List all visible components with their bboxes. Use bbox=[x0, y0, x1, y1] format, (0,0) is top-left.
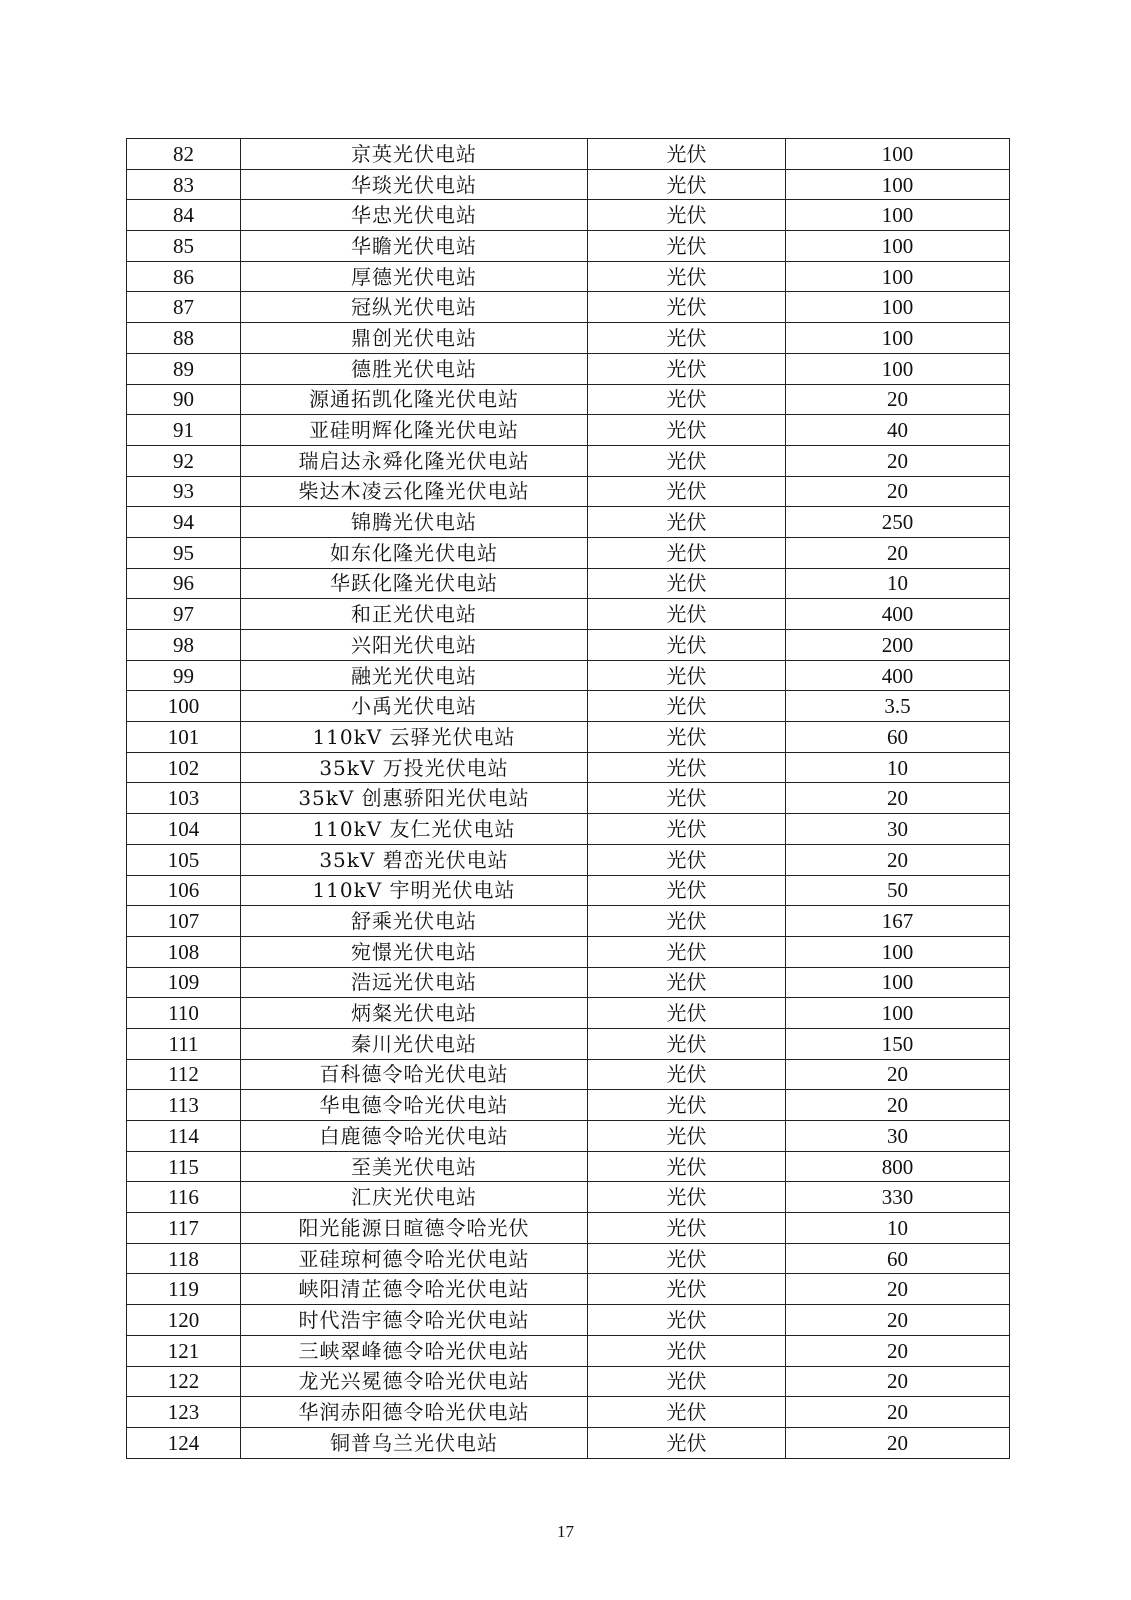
station-type-cell: 光伏 bbox=[588, 139, 786, 170]
capacity-cell: 100 bbox=[786, 261, 1010, 292]
station-name-cell: 亚硅琼柯德令哈光伏电站 bbox=[241, 1243, 588, 1274]
station-type-cell: 光伏 bbox=[588, 1182, 786, 1213]
row-index-cell: 87 bbox=[127, 292, 241, 323]
station-name-cell: 瑞启达永舜化隆光伏电站 bbox=[241, 445, 588, 476]
row-index-cell: 115 bbox=[127, 1151, 241, 1182]
station-name-cell: 宛憬光伏电站 bbox=[241, 936, 588, 967]
capacity-cell: 60 bbox=[786, 1243, 1010, 1274]
capacity-cell: 20 bbox=[786, 1397, 1010, 1428]
station-name-cell: 龙光兴冕德令哈光伏电站 bbox=[241, 1366, 588, 1397]
station-name-cell: 时代浩宇德令哈光伏电站 bbox=[241, 1305, 588, 1336]
station-name-cell: 厚德光伏电站 bbox=[241, 261, 588, 292]
station-type-cell: 光伏 bbox=[588, 415, 786, 446]
capacity-cell: 50 bbox=[786, 875, 1010, 906]
row-index-cell: 124 bbox=[127, 1427, 241, 1458]
row-index-cell: 83 bbox=[127, 169, 241, 200]
row-index-cell: 93 bbox=[127, 476, 241, 507]
station-type-cell: 光伏 bbox=[588, 1243, 786, 1274]
row-index-cell: 89 bbox=[127, 353, 241, 384]
station-name-cell: 鼎创光伏电站 bbox=[241, 323, 588, 354]
station-type-cell: 光伏 bbox=[588, 568, 786, 599]
table-row bbox=[127, 139, 1010, 170]
station-table bbox=[126, 138, 1010, 1459]
table-row bbox=[127, 752, 1010, 783]
station-type-cell: 光伏 bbox=[588, 1274, 786, 1305]
row-index-cell: 118 bbox=[127, 1243, 241, 1274]
station-name-cell: 冠纵光伏电站 bbox=[241, 292, 588, 323]
capacity-cell: 100 bbox=[786, 169, 1010, 200]
station-type-cell: 光伏 bbox=[588, 323, 786, 354]
table-row bbox=[127, 169, 1010, 200]
table-row bbox=[127, 1366, 1010, 1397]
capacity-cell: 20 bbox=[786, 445, 1010, 476]
row-index-cell: 91 bbox=[127, 415, 241, 446]
table-body bbox=[127, 139, 1010, 1459]
station-type-cell: 光伏 bbox=[588, 967, 786, 998]
row-index-cell: 108 bbox=[127, 936, 241, 967]
table-row bbox=[127, 660, 1010, 691]
table-row bbox=[127, 1213, 1010, 1244]
capacity-cell: 400 bbox=[786, 660, 1010, 691]
station-type-cell: 光伏 bbox=[588, 660, 786, 691]
capacity-cell: 100 bbox=[786, 323, 1010, 354]
row-index-cell: 92 bbox=[127, 445, 241, 476]
table-row bbox=[127, 936, 1010, 967]
capacity-cell: 400 bbox=[786, 599, 1010, 630]
station-type-cell: 光伏 bbox=[588, 231, 786, 262]
station-type-cell: 光伏 bbox=[588, 1151, 786, 1182]
table-row bbox=[127, 261, 1010, 292]
capacity-cell: 3.5 bbox=[786, 691, 1010, 722]
capacity-cell: 100 bbox=[786, 292, 1010, 323]
row-index-cell: 84 bbox=[127, 200, 241, 231]
table-row bbox=[127, 476, 1010, 507]
station-name-cell: 白鹿德令哈光伏电站 bbox=[241, 1121, 588, 1152]
station-type-cell: 光伏 bbox=[588, 998, 786, 1029]
station-name-cell: 兴阳光伏电站 bbox=[241, 630, 588, 661]
station-name-cell: 亚硅明辉化隆光伏电站 bbox=[241, 415, 588, 446]
station-name-cell: 华瞻光伏电站 bbox=[241, 231, 588, 262]
page-number: 17 bbox=[557, 1522, 574, 1541]
row-index-cell: 103 bbox=[127, 783, 241, 814]
capacity-cell: 100 bbox=[786, 967, 1010, 998]
row-index-cell: 98 bbox=[127, 630, 241, 661]
row-index-cell: 111 bbox=[127, 1028, 241, 1059]
station-name-cell: 110kV 宇明光伏电站 bbox=[241, 875, 588, 906]
row-index-cell: 106 bbox=[127, 875, 241, 906]
table-row bbox=[127, 1090, 1010, 1121]
row-index-cell: 82 bbox=[127, 139, 241, 170]
row-index-cell: 117 bbox=[127, 1213, 241, 1244]
station-type-cell: 光伏 bbox=[588, 537, 786, 568]
station-name-cell: 源通拓凯化隆光伏电站 bbox=[241, 384, 588, 415]
station-name-cell: 铜普乌兰光伏电站 bbox=[241, 1427, 588, 1458]
row-index-cell: 95 bbox=[127, 537, 241, 568]
capacity-cell: 150 bbox=[786, 1028, 1010, 1059]
station-type-cell: 光伏 bbox=[588, 353, 786, 384]
station-type-cell: 光伏 bbox=[588, 783, 786, 814]
table-row bbox=[127, 415, 1010, 446]
capacity-cell: 100 bbox=[786, 353, 1010, 384]
station-type-cell: 光伏 bbox=[588, 875, 786, 906]
capacity-cell: 20 bbox=[786, 1059, 1010, 1090]
row-index-cell: 113 bbox=[127, 1090, 241, 1121]
station-type-cell: 光伏 bbox=[588, 630, 786, 661]
row-index-cell: 102 bbox=[127, 752, 241, 783]
row-index-cell: 112 bbox=[127, 1059, 241, 1090]
station-type-cell: 光伏 bbox=[588, 476, 786, 507]
station-type-cell: 光伏 bbox=[588, 1427, 786, 1458]
table-row bbox=[127, 323, 1010, 354]
table-row bbox=[127, 1182, 1010, 1213]
station-type-cell: 光伏 bbox=[588, 292, 786, 323]
station-type-cell: 光伏 bbox=[588, 599, 786, 630]
station-type-cell: 光伏 bbox=[588, 722, 786, 753]
table-row bbox=[127, 507, 1010, 538]
table-row bbox=[127, 1305, 1010, 1336]
table-row bbox=[127, 814, 1010, 845]
capacity-cell: 200 bbox=[786, 630, 1010, 661]
station-name-cell: 华电德令哈光伏电站 bbox=[241, 1090, 588, 1121]
row-index-cell: 96 bbox=[127, 568, 241, 599]
capacity-cell: 10 bbox=[786, 1213, 1010, 1244]
station-name-cell: 锦腾光伏电站 bbox=[241, 507, 588, 538]
row-index-cell: 104 bbox=[127, 814, 241, 845]
capacity-cell: 100 bbox=[786, 936, 1010, 967]
table-row bbox=[127, 1028, 1010, 1059]
table-row bbox=[127, 783, 1010, 814]
station-name-cell: 110kV 云驿光伏电站 bbox=[241, 722, 588, 753]
capacity-cell: 20 bbox=[786, 1366, 1010, 1397]
table-row bbox=[127, 1397, 1010, 1428]
table-row bbox=[127, 844, 1010, 875]
station-name-cell: 三峡翠峰德令哈光伏电站 bbox=[241, 1335, 588, 1366]
table-row bbox=[127, 599, 1010, 630]
table-row bbox=[127, 200, 1010, 231]
capacity-cell: 20 bbox=[786, 384, 1010, 415]
station-type-cell: 光伏 bbox=[588, 1366, 786, 1397]
station-name-cell: 35kV 碧峦光伏电站 bbox=[241, 844, 588, 875]
table-row bbox=[127, 1151, 1010, 1182]
station-name-cell: 秦川光伏电站 bbox=[241, 1028, 588, 1059]
capacity-cell: 100 bbox=[786, 139, 1010, 170]
station-name-cell: 华忠光伏电站 bbox=[241, 200, 588, 231]
table-row bbox=[127, 1335, 1010, 1366]
capacity-cell: 20 bbox=[786, 1305, 1010, 1336]
capacity-cell: 60 bbox=[786, 722, 1010, 753]
table-row bbox=[127, 1243, 1010, 1274]
table-row bbox=[127, 384, 1010, 415]
table-row bbox=[127, 630, 1010, 661]
table-row bbox=[127, 998, 1010, 1029]
station-name-cell: 如东化隆光伏电站 bbox=[241, 537, 588, 568]
station-type-cell: 光伏 bbox=[588, 1121, 786, 1152]
capacity-cell: 100 bbox=[786, 231, 1010, 262]
capacity-cell: 250 bbox=[786, 507, 1010, 538]
station-type-cell: 光伏 bbox=[588, 752, 786, 783]
station-type-cell: 光伏 bbox=[588, 936, 786, 967]
capacity-cell: 30 bbox=[786, 814, 1010, 845]
table-row bbox=[127, 1427, 1010, 1458]
station-name-cell: 炳粲光伏电站 bbox=[241, 998, 588, 1029]
station-name-cell: 35kV 万投光伏电站 bbox=[241, 752, 588, 783]
station-name-cell: 35kV 创惠骄阳光伏电站 bbox=[241, 783, 588, 814]
capacity-cell: 10 bbox=[786, 752, 1010, 783]
table-row bbox=[127, 906, 1010, 937]
table-row bbox=[127, 875, 1010, 906]
row-index-cell: 109 bbox=[127, 967, 241, 998]
row-index-cell: 122 bbox=[127, 1366, 241, 1397]
station-type-cell: 光伏 bbox=[588, 691, 786, 722]
row-index-cell: 119 bbox=[127, 1274, 241, 1305]
capacity-cell: 100 bbox=[786, 998, 1010, 1029]
capacity-cell: 20 bbox=[786, 537, 1010, 568]
station-type-cell: 光伏 bbox=[588, 814, 786, 845]
row-index-cell: 120 bbox=[127, 1305, 241, 1336]
capacity-cell: 40 bbox=[786, 415, 1010, 446]
capacity-cell: 20 bbox=[786, 1335, 1010, 1366]
station-name-cell: 德胜光伏电站 bbox=[241, 353, 588, 384]
capacity-cell: 20 bbox=[786, 783, 1010, 814]
row-index-cell: 99 bbox=[127, 660, 241, 691]
station-name-cell: 华润赤阳德令哈光伏电站 bbox=[241, 1397, 588, 1428]
station-type-cell: 光伏 bbox=[588, 1090, 786, 1121]
station-name-cell: 汇庆光伏电站 bbox=[241, 1182, 588, 1213]
capacity-cell: 20 bbox=[786, 844, 1010, 875]
station-name-cell: 百科德令哈光伏电站 bbox=[241, 1059, 588, 1090]
row-index-cell: 121 bbox=[127, 1335, 241, 1366]
station-name-cell: 华琰光伏电站 bbox=[241, 169, 588, 200]
station-name-cell: 和正光伏电站 bbox=[241, 599, 588, 630]
table-row bbox=[127, 537, 1010, 568]
row-index-cell: 114 bbox=[127, 1121, 241, 1152]
station-type-cell: 光伏 bbox=[588, 906, 786, 937]
table-row bbox=[127, 353, 1010, 384]
table-row bbox=[127, 1059, 1010, 1090]
row-index-cell: 85 bbox=[127, 231, 241, 262]
station-type-cell: 光伏 bbox=[588, 445, 786, 476]
station-type-cell: 光伏 bbox=[588, 384, 786, 415]
table-row bbox=[127, 691, 1010, 722]
station-name-cell: 阳光能源日暄德令哈光伏 bbox=[241, 1213, 588, 1244]
station-type-cell: 光伏 bbox=[588, 200, 786, 231]
row-index-cell: 101 bbox=[127, 722, 241, 753]
row-index-cell: 88 bbox=[127, 323, 241, 354]
table-row bbox=[127, 722, 1010, 753]
capacity-cell: 20 bbox=[786, 476, 1010, 507]
row-index-cell: 100 bbox=[127, 691, 241, 722]
station-name-cell: 小禹光伏电站 bbox=[241, 691, 588, 722]
station-type-cell: 光伏 bbox=[588, 1028, 786, 1059]
table-row bbox=[127, 231, 1010, 262]
row-index-cell: 123 bbox=[127, 1397, 241, 1428]
station-type-cell: 光伏 bbox=[588, 1335, 786, 1366]
station-type-cell: 光伏 bbox=[588, 1305, 786, 1336]
capacity-cell: 20 bbox=[786, 1274, 1010, 1305]
row-index-cell: 86 bbox=[127, 261, 241, 292]
station-name-cell: 柴达木凌云化隆光伏电站 bbox=[241, 476, 588, 507]
row-index-cell: 110 bbox=[127, 998, 241, 1029]
station-name-cell: 峡阳清芷德令哈光伏电站 bbox=[241, 1274, 588, 1305]
capacity-cell: 20 bbox=[786, 1427, 1010, 1458]
station-type-cell: 光伏 bbox=[588, 1059, 786, 1090]
station-name-cell: 110kV 友仁光伏电站 bbox=[241, 814, 588, 845]
station-type-cell: 光伏 bbox=[588, 261, 786, 292]
capacity-cell: 20 bbox=[786, 1090, 1010, 1121]
row-index-cell: 107 bbox=[127, 906, 241, 937]
station-name-cell: 华跃化隆光伏电站 bbox=[241, 568, 588, 599]
station-name-cell: 浩远光伏电站 bbox=[241, 967, 588, 998]
row-index-cell: 105 bbox=[127, 844, 241, 875]
station-type-cell: 光伏 bbox=[588, 1213, 786, 1244]
station-name-cell: 融光光伏电站 bbox=[241, 660, 588, 691]
row-index-cell: 90 bbox=[127, 384, 241, 415]
capacity-cell: 800 bbox=[786, 1151, 1010, 1182]
table-row bbox=[127, 967, 1010, 998]
row-index-cell: 94 bbox=[127, 507, 241, 538]
capacity-cell: 330 bbox=[786, 1182, 1010, 1213]
station-name-cell: 至美光伏电站 bbox=[241, 1151, 588, 1182]
capacity-cell: 10 bbox=[786, 568, 1010, 599]
station-type-cell: 光伏 bbox=[588, 507, 786, 538]
station-name-cell: 京英光伏电站 bbox=[241, 139, 588, 170]
station-type-cell: 光伏 bbox=[588, 1397, 786, 1428]
capacity-cell: 30 bbox=[786, 1121, 1010, 1152]
table-row bbox=[127, 1274, 1010, 1305]
table-row bbox=[127, 292, 1010, 323]
table-row bbox=[127, 1121, 1010, 1152]
capacity-cell: 100 bbox=[786, 200, 1010, 231]
row-index-cell: 116 bbox=[127, 1182, 241, 1213]
table-row bbox=[127, 568, 1010, 599]
table-row bbox=[127, 445, 1010, 476]
station-type-cell: 光伏 bbox=[588, 844, 786, 875]
station-type-cell: 光伏 bbox=[588, 169, 786, 200]
row-index-cell: 97 bbox=[127, 599, 241, 630]
station-name-cell: 舒乘光伏电站 bbox=[241, 906, 588, 937]
capacity-cell: 167 bbox=[786, 906, 1010, 937]
